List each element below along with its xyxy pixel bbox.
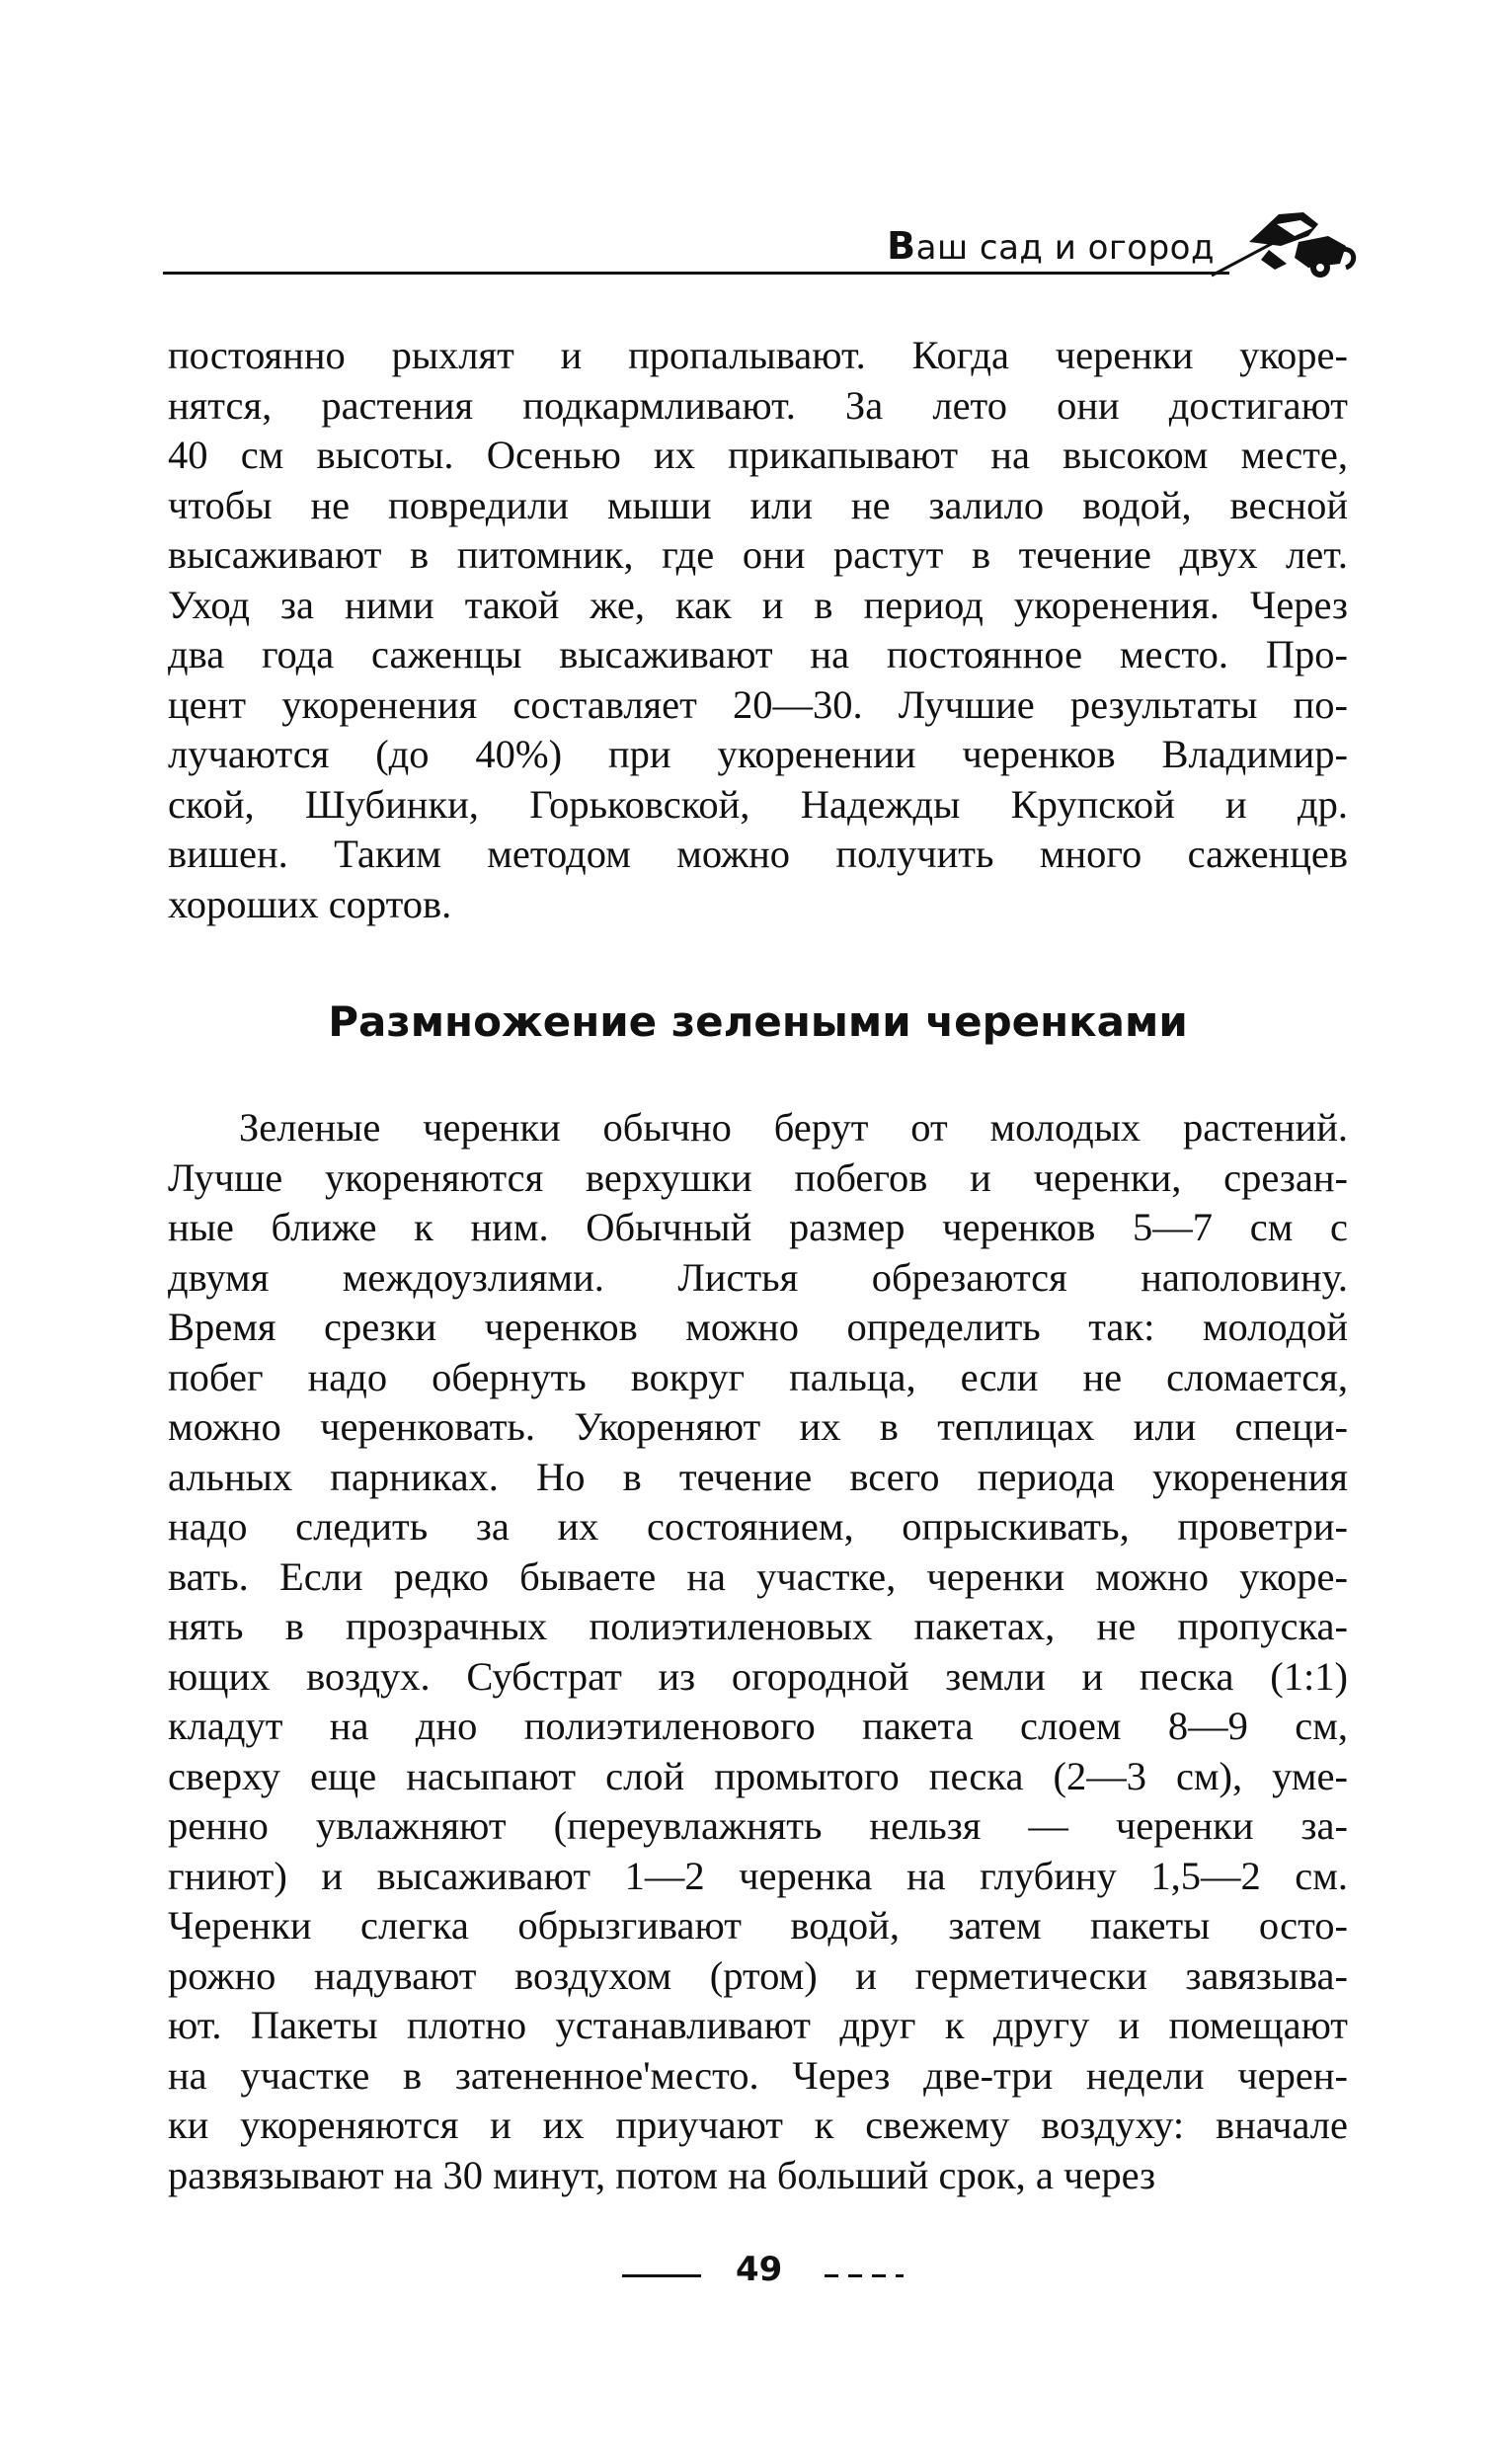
- text-line: ные ближе к ним. Обычный размер черенков 5—7 см с: [168, 1205, 1348, 1249]
- text-line: цент укоренения составляет 20—30. Лучшие результаты по-: [168, 681, 1348, 727]
- text-line: нятся, растения подкармливают. За лето они достигают: [168, 382, 1348, 428]
- text-line: можно черенковать. Укореняют их в теплицах или специ-: [168, 1404, 1348, 1449]
- text-line: Черенки слегка обрызгивают водой, затем пакеты осто-: [168, 1903, 1348, 1947]
- text-line: рожно надувают воздухом (ртом) и герметически завязыва-: [168, 1952, 1348, 1998]
- text-line: развязывают на 30 минут, потом на больший срок, а через: [168, 2152, 1156, 2197]
- page-footer: [0, 2250, 1496, 2299]
- garden-cart-logo-icon: [1210, 202, 1358, 281]
- text-line: надо следить за их состоянием, опрыскивать, проветри-: [168, 1504, 1348, 1549]
- text-line: Время срезки черенков можно определить так: молодой: [168, 1305, 1348, 1349]
- text-line: гниют) и высаживают 1—2 черенка на глубину 1,5—2 см.: [168, 1853, 1348, 1898]
- text-line: ющих воздух. Субстрат из огородной земли и песка (1:1): [168, 1653, 1348, 1699]
- paragraph-continued: [168, 331, 1348, 929]
- text-line: вишен. Таким методом можно получить много саженцев: [168, 832, 1348, 876]
- text-line: ренно увлажняют (переувлажнять нельзя — черенки за-: [168, 1803, 1348, 1848]
- text-line: ют. Пакеты плотно устанавливают друг к другу и помещают: [168, 2003, 1348, 2047]
- section-heading: Размножение зелеными черенками: [328, 997, 1188, 1046]
- text-line: альных парниках. Но в течение всего периода укоренения: [168, 1454, 1348, 1499]
- paragraph-green-cuttings: [168, 1103, 1348, 2200]
- text-line: Лучше укореняются верхушки побегов и черенки, срезан-: [168, 1154, 1348, 1200]
- text-line: 40 см высоты. Осенью их прикапывают на высоком месте,: [168, 433, 1348, 477]
- running-header: [163, 202, 1358, 281]
- text-line: ки укореняются и их приучают к свежему воздуху: вначале: [168, 2103, 1348, 2147]
- text-line: высаживают в питомник, где они растут в течение двух лет.: [168, 532, 1348, 577]
- text-line: вать. Если редко бываете на участке, черенки можно укоре-: [168, 1553, 1348, 1599]
- page-number: 49: [736, 2250, 783, 2289]
- text-line: сверху еще насыпают слой промытого песка (2—3 см), уме-: [168, 1753, 1348, 1798]
- footer-dash-left: [622, 2274, 701, 2277]
- text-line: кладут на дно полиэтиленового пакета слоем 8—9 см,: [168, 1704, 1348, 1748]
- text-line: нять в прозрачных полиэтиленовых пакетах, не пропуска-: [168, 1604, 1348, 1648]
- text-line: ской, Шубинки, Горьковской, Надежды Крупской и др.: [168, 781, 1348, 827]
- text-line: лучаются (до 40%) при укоренении черенков Владимир-: [168, 732, 1348, 776]
- header-rule: [163, 272, 1229, 275]
- header-title-initial: В: [887, 224, 916, 268]
- text-line: двумя междоузлиями. Листья обрезаются наполовину.: [168, 1254, 1348, 1300]
- running-header-title: [887, 224, 1215, 268]
- header-title-rest: аш сад и огород: [915, 228, 1215, 268]
- text-line: Уход за ними такой же, как и в период укоренения. Через: [168, 582, 1348, 627]
- text-line: чтобы не повредили мыши или не залило водой, весной: [168, 482, 1348, 527]
- text-line: побег надо обернуть вокруг пальца, если не сломается,: [168, 1354, 1348, 1399]
- text-line: хороших сортов.: [168, 881, 452, 926]
- footer-dash-right: [825, 2274, 904, 2277]
- text-line: два года саженцы высаживают на постоянное место. Про-: [168, 632, 1348, 676]
- text-line: на участке в затененное'место. Через две-три недели черен-: [168, 2052, 1348, 2098]
- text-line: Зеленые черенки обычно берут от молодых растений.: [239, 1105, 1348, 1150]
- text-line: постоянно рыхлят и пропалывают. Когда черенки укоре-: [168, 333, 1348, 377]
